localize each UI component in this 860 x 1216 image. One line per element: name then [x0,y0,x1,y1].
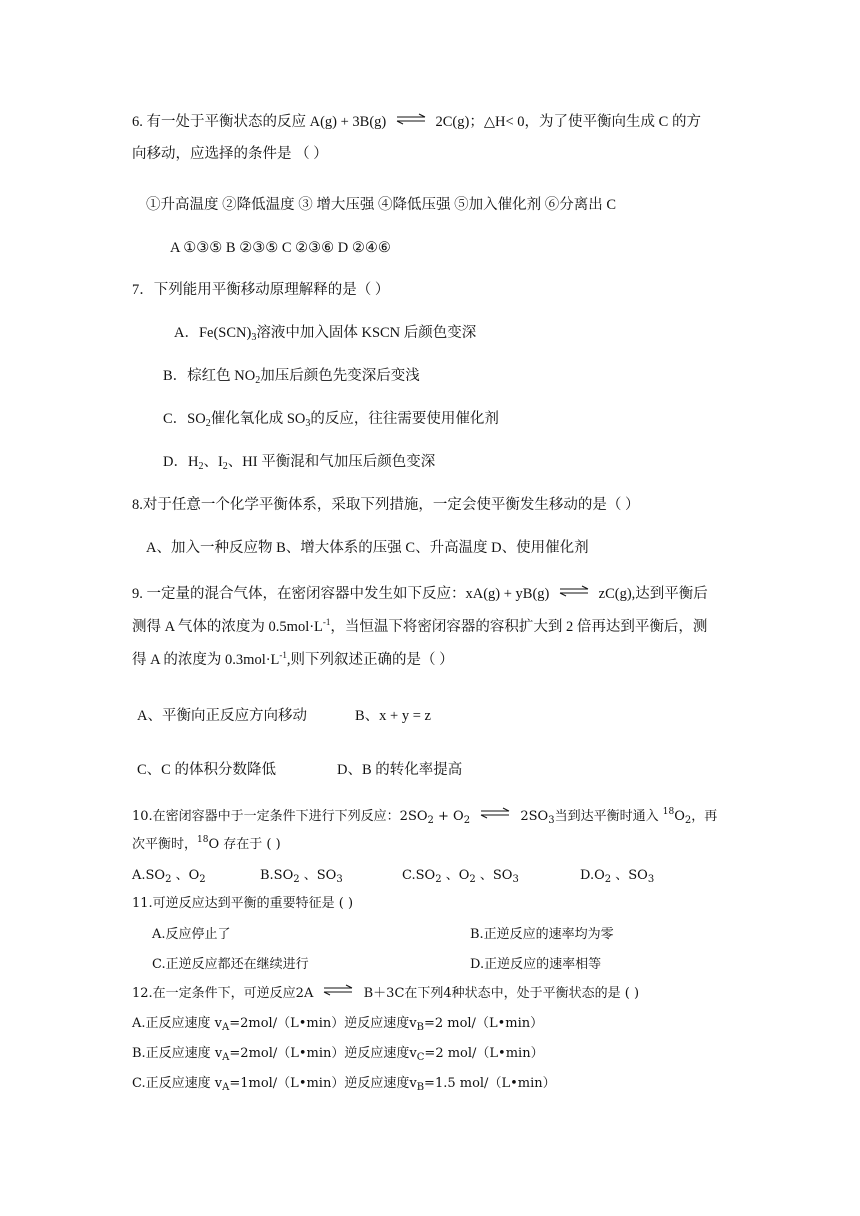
subscript: 2 [293,874,300,885]
subscript: 2 [199,874,206,885]
q9-option-b: B、x + y = z [355,708,431,724]
subscript: 2 [427,815,434,826]
q9-option-a: A、平衡向正反应方向移动 [137,708,307,724]
equilibrium-arrow-icon [559,585,589,597]
superscript: 18 [197,835,209,845]
text-fragment: 催化氧化成 SO [210,411,306,427]
q11-option-a: A.反应停止了 [152,927,231,942]
text-fragment: A.SO [132,868,166,883]
text-fragment: 当到达平衡时通入 [554,809,663,824]
text-fragment: 测得 A 气体的浓度为 0.5mol·L [132,619,323,635]
q7-option-b [163,366,420,386]
q12-option-a [132,1014,543,1034]
subscript: 2 [469,874,476,885]
q9-line1 [132,584,708,604]
text-fragment: zC(g),达到平衡后 [598,586,708,602]
text-fragment: C.正反应速度 v [132,1076,223,1091]
subscript: 3 [305,418,311,429]
q11-option-b: B.正逆反应的速率均为零 [470,927,614,942]
text-fragment: A.正反应速度 v [132,1016,222,1031]
text-fragment: 12.在一定条件下，可逆反应2A [132,986,314,1001]
superscript: 18 [662,807,675,817]
q8-stem: 8.对于任意一个化学平衡体系，采取下列措施，一定会使平衡发生移动的是（ ） [132,497,640,513]
text-fragment: 、I [203,454,223,470]
text-fragment: 得 A 的浓度为 0.3mol·L [132,652,280,668]
text-fragment: C.SO [402,868,436,883]
q10-option-b [260,866,343,886]
text-fragment: + O [433,809,464,824]
text-fragment: B．棕红色 NO [163,368,256,384]
q6-conditions: ①升高温度 ②降低温度 ③ 增大压强 ④降低压强 ⑤加入催化剂 ⑥分离出 C [146,197,617,213]
text-fragment: =2 mol/（L•min） [423,1016,544,1031]
text-fragment: 、SO [475,868,513,883]
superscript: -1 [279,650,287,660]
equilibrium-arrow-icon [323,984,353,996]
q11-stem: 11.可逆反应达到平衡的重要特征是 ( ) [132,896,354,911]
text-fragment: 的反应，往往需要使用催化剂 [310,411,499,427]
text-fragment: 10.在密闭容器中于一定条件下进行下列反应：2SO [132,809,428,824]
q11-option-d: D.正逆反应的速率相等 [470,957,602,972]
equilibrium-arrow-icon [480,807,510,819]
text-fragment: ，当恒温下将密闭容器的容积扩大到 2 倍再达到平衡后，测 [330,619,708,635]
subscript: 2 [198,461,204,472]
q10-option-d [580,866,654,886]
text-fragment: ，再 [691,809,718,824]
text-fragment: =1mol/（L•min）逆反应速度v [229,1076,417,1091]
text-fragment: ,则下列叙述正确的是（ ） [286,652,454,668]
text-fragment: B＋3C在下列4种状态中，处于平衡状态的是 ( ) [363,986,640,1001]
text-fragment: B.正反应速度 v [132,1046,223,1061]
subscript: 2 [435,874,442,885]
subscript: C [416,1052,425,1063]
q9-option-c: C、C 的体积分数降低 [137,762,276,778]
text-fragment: 次平衡时， [132,837,198,852]
text-fragment: 溶液中加入固体 KSCN 后颜色变深 [256,325,477,341]
q6-line1-part2: 2C(g)；△H< 0，为了使平衡向生成 C 的方 [435,114,701,130]
text-fragment: O 存在于 ( ) [208,837,281,852]
subscript: 2 [684,815,692,826]
subscript: 3 [512,874,519,885]
text-fragment: C．SO [163,411,206,427]
q6-line2: 向移动，应选择的条件是 （ ） [132,146,328,162]
q6-line1-part1: 6. 有一处于平衡状态的反应 A(g) + 3B(g) [132,114,387,130]
subscript: 3 [647,874,655,885]
q7-option-c [163,409,499,429]
subscript: B [416,1022,424,1033]
text-fragment: D.O [580,868,605,883]
text-fragment: =2 mol/（L•min） [424,1046,544,1061]
subscript: 2 [165,874,172,885]
q12-option-b [132,1044,544,1064]
text-fragment: B.SO [260,868,294,883]
text-fragment: 、SO [611,868,648,883]
text-fragment: 9. 一定量的混合气体，在密闭容器中发生如下反应：xA(g) + yB(g) [132,586,550,602]
subscript: 2 [205,418,211,429]
text-fragment: =1.5 mol/（L•min） [424,1076,556,1091]
text-fragment: O [674,809,685,824]
q12-stem [132,984,639,1004]
equilibrium-arrow-icon [396,113,426,125]
subscript: 3 [548,815,555,826]
subscript: A [222,1082,230,1093]
text-fragment: 、O [171,868,200,883]
q10-line1 [132,807,717,827]
q8-options: A、加入一种反应物 B、增大体系的压强 C、升高温度 D、使用催化剂 [146,540,589,556]
q7-option-d [163,452,435,472]
text-fragment: =2mol/（L•min）逆反应速度v [229,1016,417,1031]
q6-options: A ①③⑤ B ②③⑤ C ②③⑥ D ②④⑥ [170,240,391,256]
text-fragment: 、HI 平衡混和气加压后颜色变深 [227,454,436,470]
subscript: 2 [255,375,261,386]
subscript: 2 [604,874,612,885]
subscript: 3 [336,874,343,885]
subscript: A [222,1022,230,1033]
q11-option-c: C.正逆反应都还在继续进行 [152,957,309,972]
text-fragment: A．Fe(SCN) [174,325,252,341]
text-fragment: 、SO [299,868,337,883]
q10-option-a [132,866,206,886]
q12-option-c [132,1074,556,1094]
subscript: A [222,1052,230,1063]
q9-option-d: D、B 的转化率提高 [337,762,463,778]
q6-line1 [132,112,701,132]
superscript: -1 [322,617,331,627]
text-fragment: 加压后颜色先变深后变浅 [260,368,420,384]
text-fragment: 、O [441,868,470,883]
q7-option-a [174,323,476,343]
q10-option-c [402,866,519,886]
subscript: 2 [463,815,471,826]
text-fragment: =2mol/（L•min）逆反应速度v [229,1046,417,1061]
q9-line2 [132,617,707,637]
q7-stem: 7．下列能用平衡移动原理解释的是（ ） [132,282,390,298]
q9-line3 [132,650,454,670]
text-fragment: 2SO [520,809,549,824]
subscript: 3 [251,332,257,343]
q10-line2 [132,835,281,855]
subscript: 2 [222,461,228,472]
subscript: B [416,1082,425,1093]
text-fragment: D．H [163,454,199,470]
